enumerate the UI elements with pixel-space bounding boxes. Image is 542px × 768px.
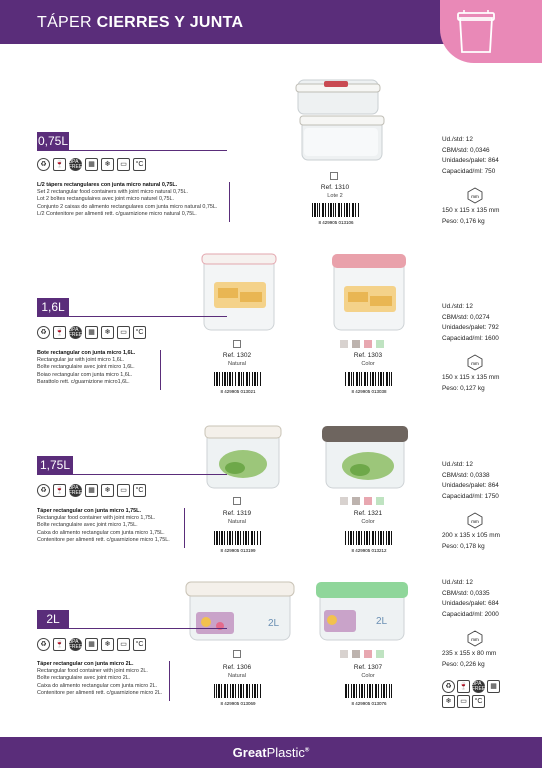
product-dimensions: 200 x 135 x 105 mm Peso: 0,178 kg: [442, 532, 500, 550]
select-checkbox-1310[interactable]: [330, 172, 338, 180]
product-variant: Lote 2: [327, 193, 343, 199]
swatch-grey-light[interactable]: [340, 340, 348, 348]
dishwasher-icon: ▦: [85, 158, 98, 171]
barcode-1303: [344, 372, 394, 394]
category-badge: [440, 0, 542, 63]
svg-text:8 429905 013069: 8 429905 013069: [220, 701, 256, 706]
dishwasher-icon: ▦: [487, 680, 500, 693]
product-description: Bote rectangular con junta micro 1,6L. Rectangular jar with joint micro 1,6L. Boîte rectangulaire avec joint micro 1,6L. Boiao rectangular com junta micro 1,6L. Barattolo rett. c/guarnizione micro1,6L.: [37, 350, 136, 385]
product-image-1310: [294, 78, 386, 169]
glass-icon: 🍷: [457, 680, 470, 693]
swatch-green[interactable]: [376, 340, 384, 348]
bpa-free-icon: BPA FREE: [68, 158, 83, 170]
product-ref: Ref. 1310: [320, 184, 350, 191]
svg-text:mm: mm: [471, 361, 479, 366]
product-ref: Ref. 1321: [353, 510, 383, 517]
dishwasher-icon: ▦: [85, 484, 98, 497]
feature-icons: [37, 158, 146, 171]
divider: [37, 150, 227, 151]
product-image-1303: [330, 252, 408, 337]
size-tag: 2L: [37, 610, 69, 629]
page-title: TÁPER CIERRES Y JUNTA: [37, 14, 244, 31]
product-specs: Ud./std: 12 CBM/std: 0,0274 Unidades/palet: 792 Capacidad/ml: 1600: [442, 303, 499, 342]
product-description: Táper rectangular con junta micro 2L. Rectangular food container with joint micro 2L. Boîte rectangulaire avec joint micro 2L. Caixa do alimento rectangular com junta micro 2L. Contenitore per alimenti rett. c/guarnizione micro 2L.: [37, 661, 163, 696]
temperature-icon: °C: [472, 695, 485, 708]
dishwasher-icon: ▦: [85, 326, 98, 339]
product-image-1321: [320, 424, 410, 495]
divider: [37, 316, 227, 317]
product-variant: Color: [361, 673, 375, 679]
product-variant: Color: [361, 361, 375, 367]
swatch-grey[interactable]: [352, 650, 360, 658]
swatch-pink[interactable]: [364, 497, 372, 505]
divider: [37, 628, 227, 629]
temperature-icon: °C: [133, 326, 146, 339]
product-ref: Ref. 1302: [222, 352, 252, 359]
svg-text:mm: mm: [471, 194, 479, 199]
color-swatches: [340, 497, 384, 505]
product-ref: Ref. 1303: [353, 352, 383, 359]
product-image-1307: [314, 580, 410, 647]
product-dimensions: 150 x 115 x 135 mm Peso: 0,127 kg: [442, 374, 500, 392]
freezer-icon: ❄: [442, 695, 455, 708]
product-description: L/2 tápers rectangulares con junta micro natural 0,75L. Set 2 rectangular food containers with joint micro natural 0,75L. Lot 2 boîtes rectangulaires avec joint micro naturel 0,75L. Conjunto 2 caixas do alimento rectangulares com junta micro natural 0,75L. L/2 Contenitore per alimenti rett. c/guarnizione micro natural 0,75L.: [37, 182, 218, 217]
barcode-1307: [344, 684, 394, 706]
svg-text:8 429905 013106: 8 429905 013106: [318, 220, 354, 225]
bpa-free-icon: BPA FREE: [68, 326, 83, 338]
feature-icons: [37, 484, 146, 497]
feature-icons-compact: [442, 680, 506, 708]
swatch-green[interactable]: [376, 497, 384, 505]
microwave-icon: ▭: [117, 326, 130, 339]
swatch-green[interactable]: [376, 650, 384, 658]
temperature-icon: °C: [133, 638, 146, 651]
barcode-1310: [311, 203, 361, 225]
glass-icon: 🍷: [53, 326, 66, 339]
bpa-free-icon: BPA FREE: [68, 484, 83, 496]
select-checkbox-1302[interactable]: [233, 340, 241, 348]
freezer-icon: ❄: [101, 326, 114, 339]
svg-text:8 429905 013021: 8 429905 013021: [220, 389, 256, 394]
product-specs: Ud./std: 12 CBM/std: 0,0335 Unidades/palet: 684 Capacidad/ml: 2000: [442, 579, 499, 618]
recycle-icon: ♻: [37, 484, 50, 497]
recycle-icon: ♻: [37, 326, 50, 339]
divider: [160, 350, 161, 390]
size-tag: 1,75L: [37, 456, 73, 475]
color-swatches: [340, 340, 384, 348]
recycle-icon: ♻: [37, 638, 50, 651]
divider: [184, 508, 185, 548]
swatch-grey[interactable]: [352, 340, 360, 348]
temperature-icon: °C: [133, 158, 146, 171]
swatch-pink[interactable]: [364, 650, 372, 658]
svg-text:2L: 2L: [376, 616, 388, 627]
brand-logo: GreatPlastic®: [232, 745, 310, 760]
svg-text:2L: 2L: [268, 618, 280, 629]
svg-text:8 429905 013038: 8 429905 013038: [351, 389, 387, 394]
freezer-icon: ❄: [101, 638, 114, 651]
select-checkbox-1306[interactable]: [233, 650, 241, 658]
dimensions-icon: [466, 511, 484, 529]
product-variant: Color: [361, 519, 375, 525]
swatch-grey-light[interactable]: [340, 497, 348, 505]
glass-icon: 🍷: [53, 158, 66, 171]
size-tag: 0,75L: [37, 132, 69, 151]
bpa-free-icon: BPA FREE: [471, 680, 486, 692]
svg-text:8 429905 013076: 8 429905 013076: [351, 701, 387, 706]
microwave-icon: ▭: [117, 158, 130, 171]
product-ref: Ref. 1319: [222, 510, 252, 517]
product-dimensions: 235 x 155 x 80 mm Peso: 0,226 kg: [442, 650, 497, 668]
barcode-1321: [344, 531, 394, 553]
glass-icon: 🍷: [53, 484, 66, 497]
product-dimensions: 150 x 115 x 135 mm Peso: 0,176 kg: [442, 207, 500, 225]
product-image-1319: [203, 424, 283, 495]
product-variant: Natural: [227, 361, 247, 367]
color-swatches: [340, 650, 384, 658]
divider: [169, 661, 170, 701]
product-variant: Natural: [227, 519, 247, 525]
freezer-icon: ❄: [101, 484, 114, 497]
svg-text:mm: mm: [471, 519, 479, 524]
bpa-free-icon: BPA FREE: [68, 638, 83, 650]
feature-icons: [37, 638, 146, 651]
svg-text:8 429905 013199: 8 429905 013199: [220, 548, 256, 553]
svg-text:mm: mm: [471, 637, 479, 642]
recycle-icon: ♻: [442, 680, 455, 693]
dimensions-icon: [466, 186, 484, 204]
product-image-1302: [200, 252, 278, 337]
select-checkbox-1319[interactable]: [233, 497, 241, 505]
microwave-icon: ▭: [457, 695, 470, 708]
product-specs: Ud./std: 12 CBM/std: 0,0346 Unidades/palet: 864 Capacidad/ml: 750: [442, 136, 499, 175]
product-specs: Ud./std: 12 CBM/std: 0,0338 Unidades/palet: 864 Capacidad/ml: 1750: [442, 461, 499, 500]
barcode-1306: [213, 684, 263, 706]
barcode-1302: [213, 372, 263, 394]
feature-icons: [37, 326, 146, 339]
microwave-icon: ▭: [117, 484, 130, 497]
swatch-pink[interactable]: [364, 340, 372, 348]
swatch-grey[interactable]: [352, 497, 360, 505]
svg-text:8 429905 013212: 8 429905 013212: [351, 548, 387, 553]
glass-icon: 🍷: [53, 638, 66, 651]
dishwasher-icon: ▦: [85, 638, 98, 651]
temperature-icon: °C: [133, 484, 146, 497]
product-image-1306: [184, 580, 296, 647]
dimensions-icon: [466, 353, 484, 371]
size-tag: 1,6L: [37, 298, 69, 317]
swatch-grey-light[interactable]: [340, 650, 348, 658]
dimensions-icon: [466, 629, 484, 647]
recycle-icon: ♻: [37, 158, 50, 171]
product-description: Táper rectangular con junta micro 1,75L. Rectangular food container with joint micro 1,75L. Boîte rectangulaire avec joint micro 1,75L. Caixa do alimento rectangular com junta micro 1,75L. Contenitore per alimenti rett. c/guarnizione micro 1,75L.: [37, 508, 170, 543]
microwave-icon: ▭: [117, 638, 130, 651]
divider: [229, 182, 230, 222]
product-ref: Ref. 1307: [353, 664, 383, 671]
barcode-1319: [213, 531, 263, 553]
page-footer: [0, 737, 542, 768]
product-ref: Ref. 1306: [222, 664, 252, 671]
container-icon: [454, 8, 498, 56]
product-variant: Natural: [227, 673, 247, 679]
freezer-icon: ❄: [101, 158, 114, 171]
divider: [37, 474, 227, 475]
